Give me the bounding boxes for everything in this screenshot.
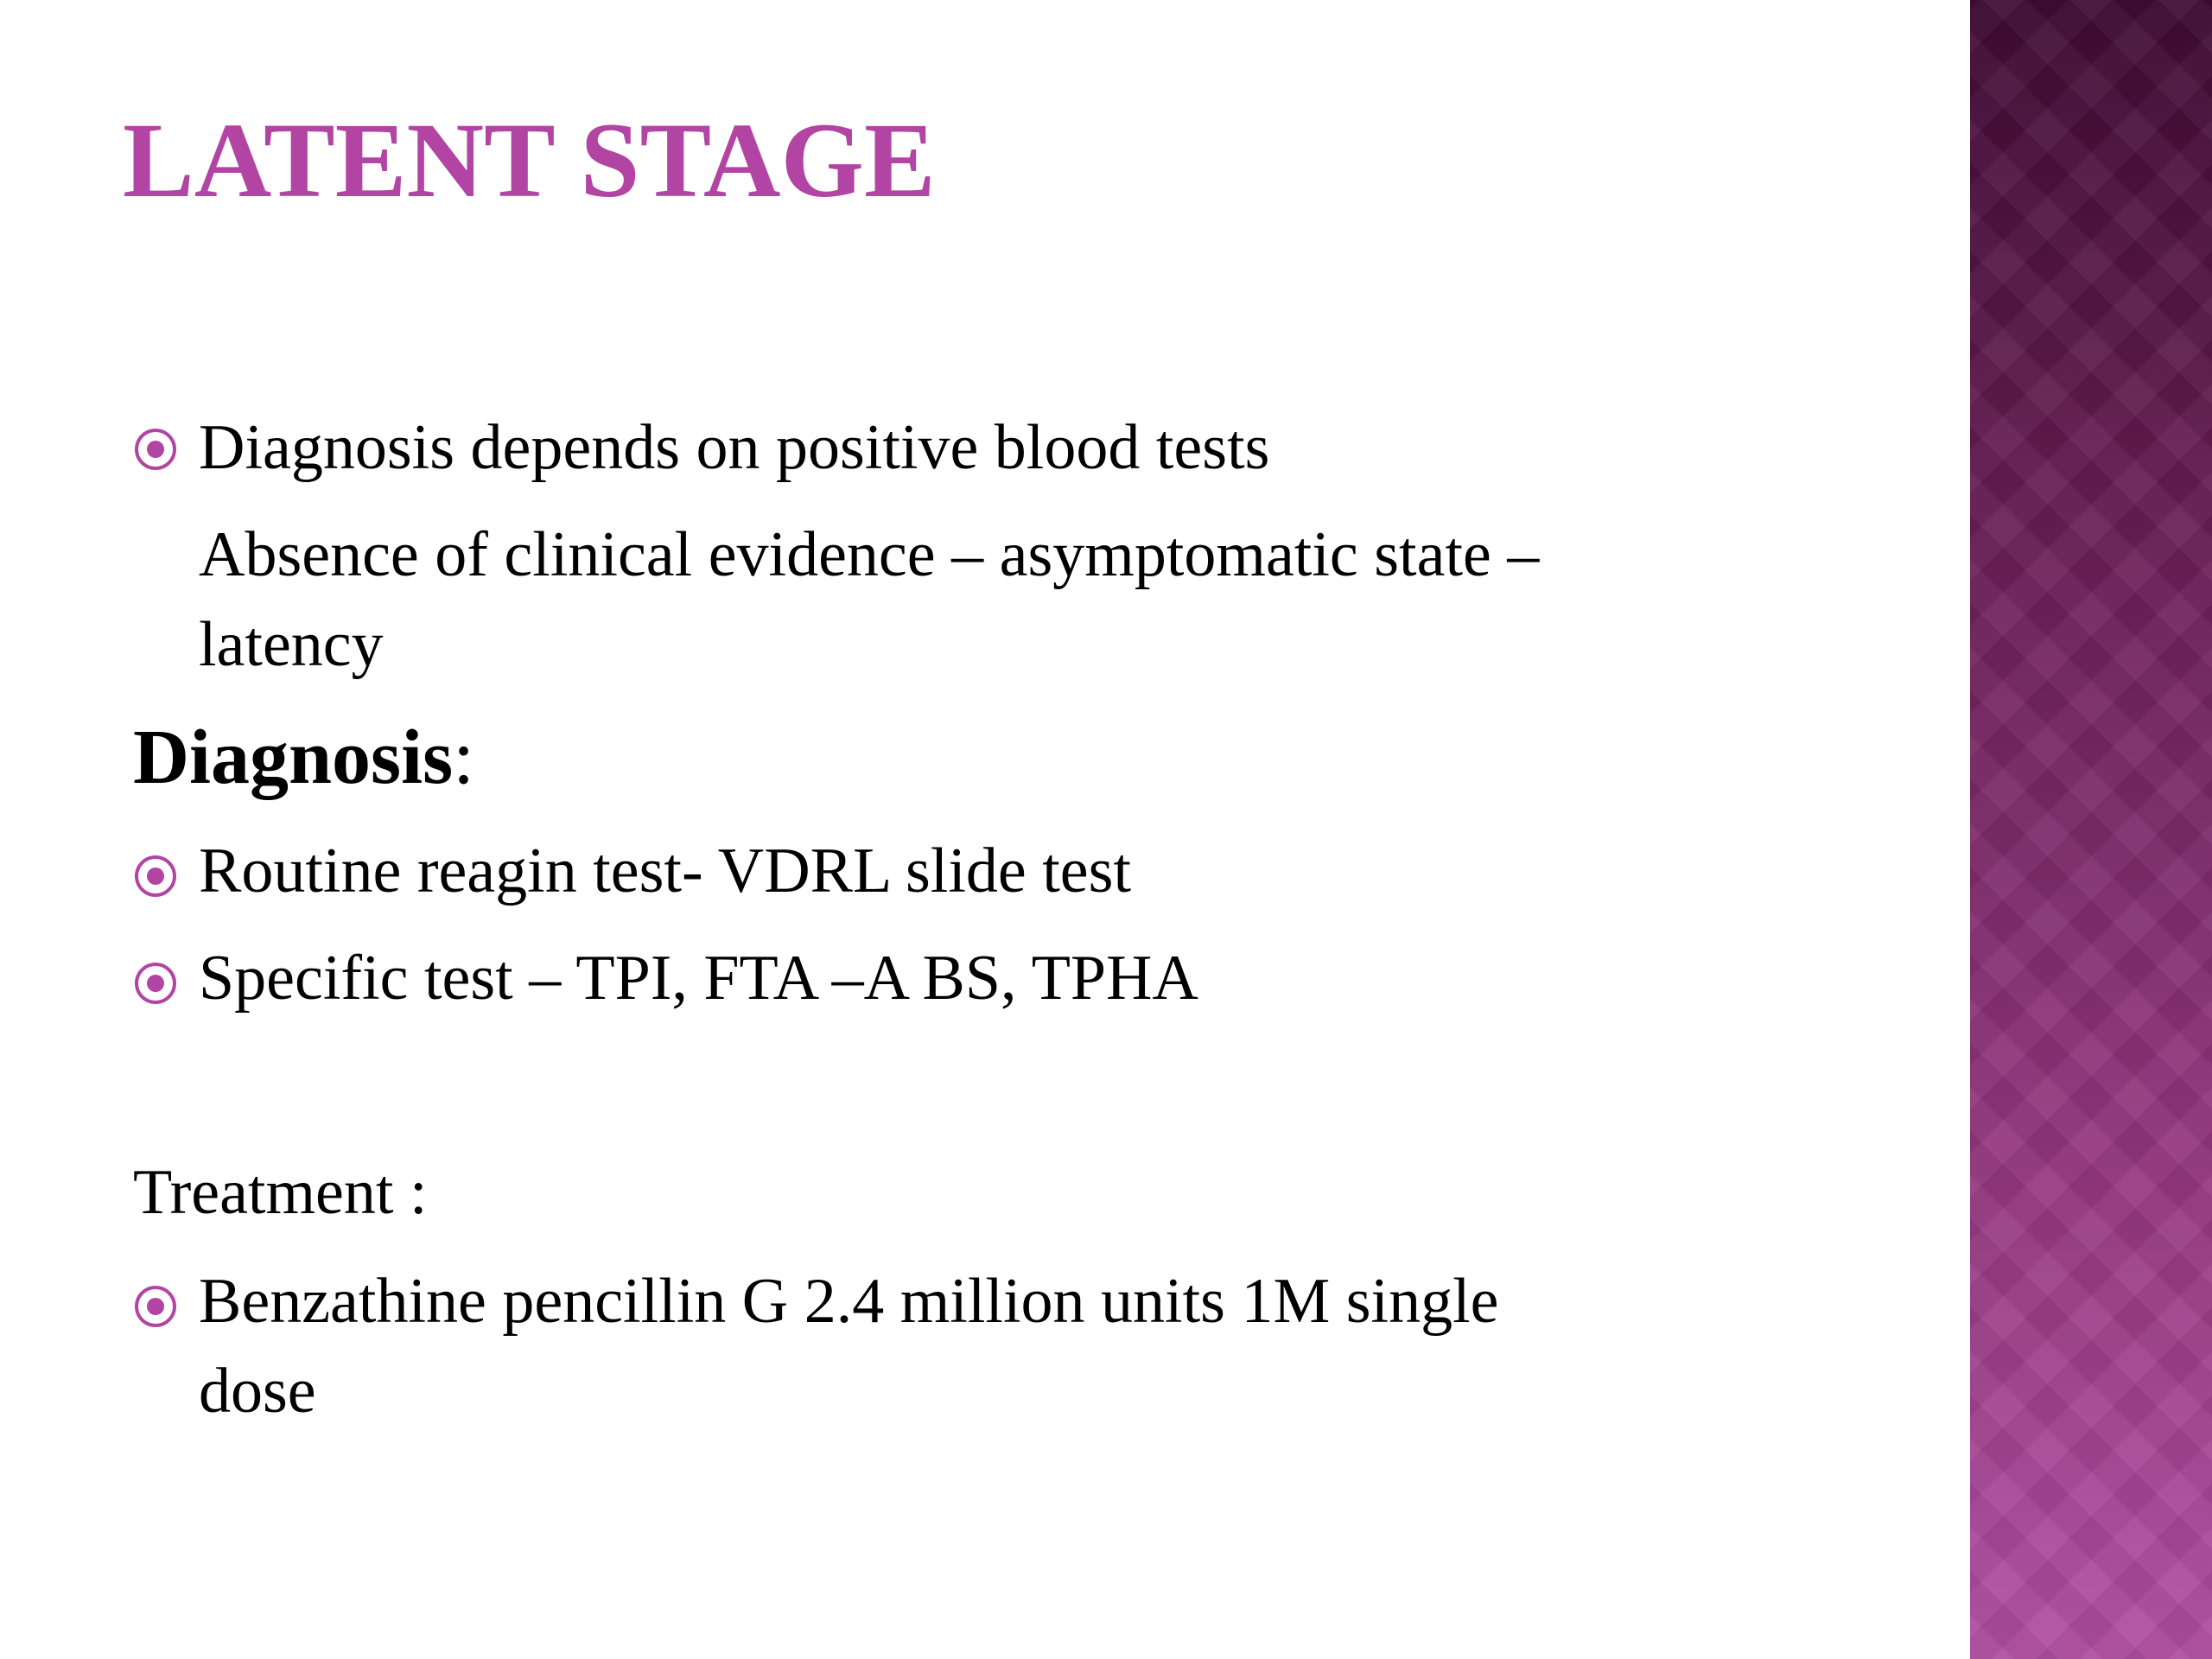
paragraph-absence-line-2: latency (199, 609, 384, 680)
paragraph-absence-line-1: Absence of clinical evidence – asymptomatic state – (199, 519, 1540, 590)
diagnosis-heading (133, 710, 474, 805)
bullet-text-specific-test: Specific test – TPI, FTA –A BS, TPHA (199, 943, 1198, 1014)
bullet-text-diagnosis-blood-tests: Diagnosis depends on positive blood tests (199, 412, 1270, 483)
circled-dot-bullet-icon (135, 1286, 176, 1327)
diagnosis-heading-colon: : (453, 715, 475, 800)
diagnosis-heading-label: Diagnosis (133, 715, 454, 800)
bullet-text-benzathine-line-2: dose (199, 1356, 316, 1427)
treatment-heading: Treatment : (133, 1157, 428, 1228)
circled-dot-bullet-icon (135, 963, 176, 1004)
decorative-side-band (1970, 0, 2212, 1659)
bullet-text-benzathine-line-1: Benzathine pencillin G 2.4 million units 1M single (199, 1266, 1499, 1337)
circled-dot-bullet-icon (135, 855, 176, 897)
slide-title: LATENT STAGE (123, 101, 936, 219)
circled-dot-bullet-icon (135, 429, 176, 470)
bullet-text-routine-reagin: Routine reagin test- VDRL slide test (199, 836, 1131, 906)
